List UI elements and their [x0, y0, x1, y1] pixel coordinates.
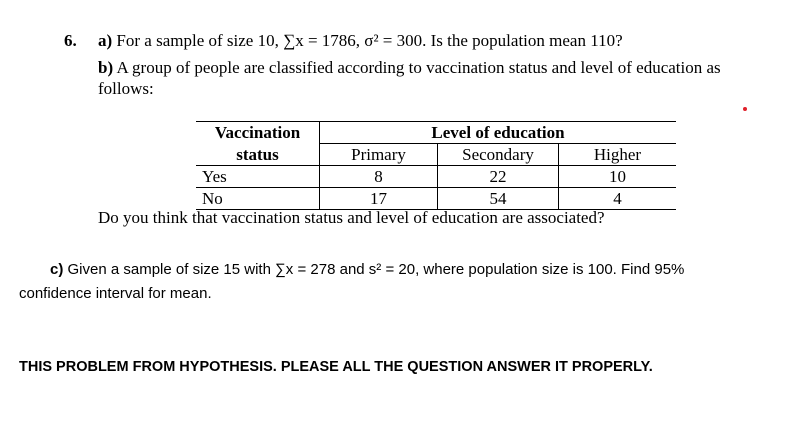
part-b-text-line2: follows:: [98, 79, 154, 98]
row-header-line2: status: [196, 144, 320, 166]
part-b-text-line1: [98, 58, 721, 78]
instruction-note: THIS PROBLEM FROM HYPOTHESIS. PLEASE ALL THE QUESTION ANSWER IT PROPERLY.: [19, 359, 653, 375]
table-row: [196, 166, 676, 188]
cell-yes-higher: 10: [559, 166, 677, 188]
vaccination-education-table: [196, 121, 676, 210]
col-header-higher: Higher: [559, 144, 677, 166]
row-header-line1: Vaccination: [196, 122, 320, 144]
part-b-follow-up: Do you think that vaccination status and level of education are associated?: [98, 208, 605, 227]
part-b-intro: A group of people are classified according to vaccination status and level of education as: [116, 58, 721, 77]
row-label-yes: Yes: [196, 166, 320, 188]
part-c-text-line1: [50, 261, 684, 278]
row-label-no: No: [196, 188, 320, 210]
table-row: [196, 188, 676, 210]
part-b-label: b): [98, 58, 114, 77]
part-a-text: [98, 31, 623, 51]
col-header-primary: Primary: [320, 144, 438, 166]
cell-no-secondary: 54: [438, 188, 559, 210]
part-c-question: Given a sample of size 15 with ∑x = 278 and s² = 20, where population size is 100. Find 95%: [67, 261, 685, 278]
cell-no-higher: 4: [559, 188, 677, 210]
group-header: Level of education: [320, 122, 677, 144]
cell-no-primary: 17: [320, 188, 438, 210]
part-a-label: a): [98, 31, 113, 50]
question-number: 6.: [64, 31, 77, 50]
part-c-label: c): [50, 261, 64, 278]
part-c-text-line2: confidence interval for mean.: [19, 285, 212, 302]
col-header-secondary: Secondary: [438, 144, 559, 166]
cell-yes-primary: 8: [320, 166, 438, 188]
cell-yes-secondary: 22: [438, 166, 559, 188]
red-dot-mark: [743, 107, 747, 111]
part-a-question: For a sample of size 10, ∑x = 1786, σ² = 300. Is the population mean 110?: [116, 31, 623, 50]
